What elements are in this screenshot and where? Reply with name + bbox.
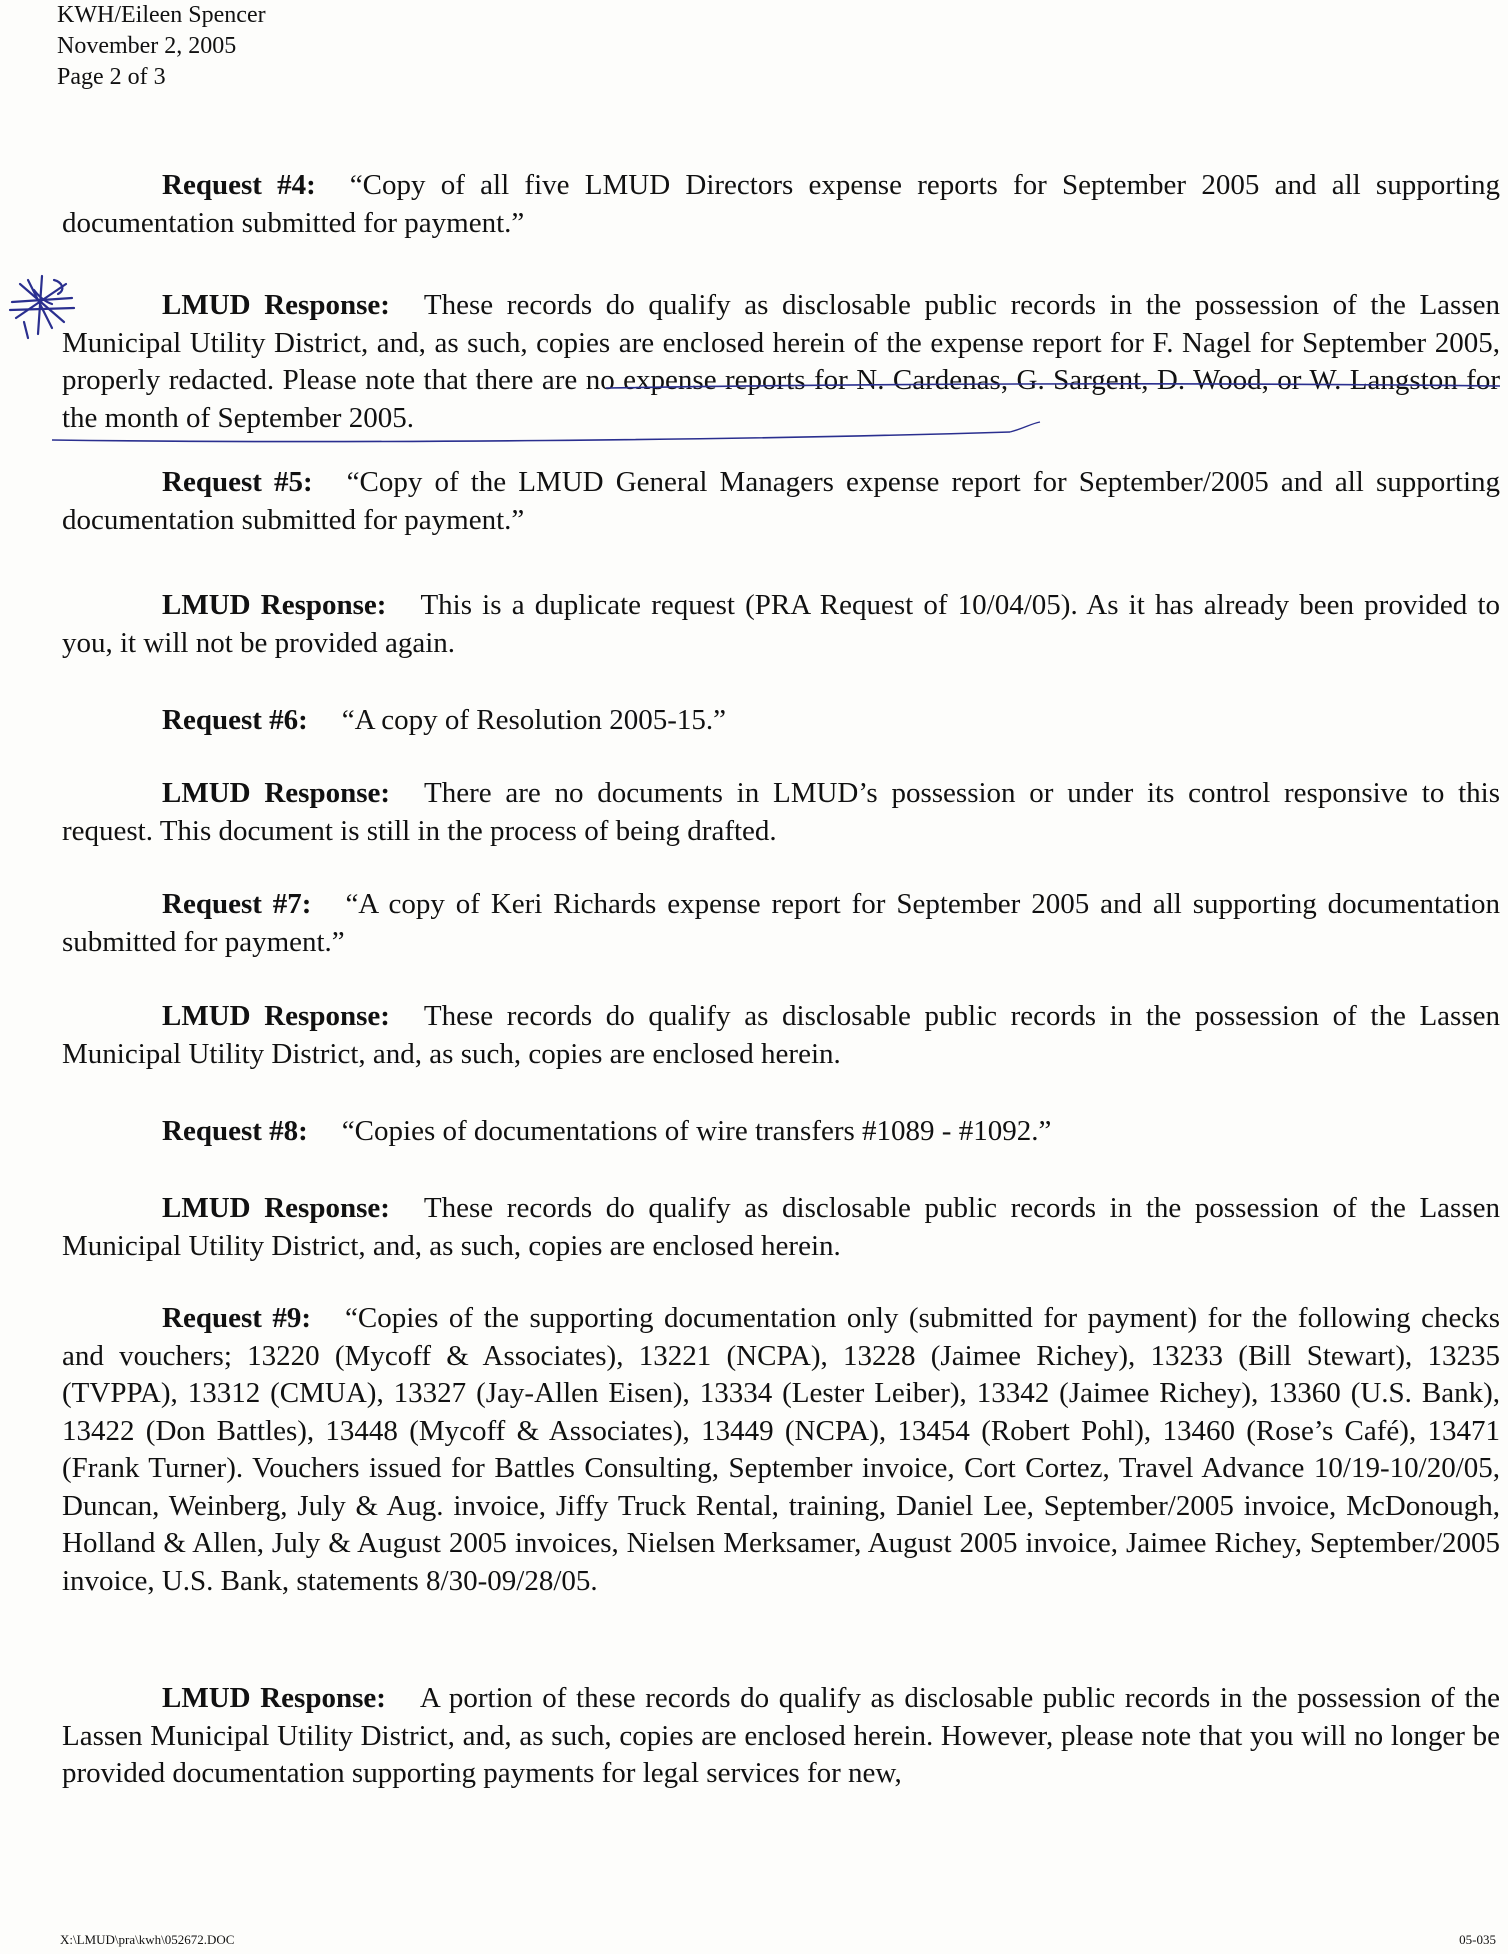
request-8 <box>62 1113 1500 1151</box>
request-label: Request #9: <box>162 1302 312 1334</box>
request-label: Request #7: <box>162 888 312 920</box>
request-text: “A copy of Resolution 2005-15.” <box>341 704 726 736</box>
request-6 <box>62 702 1500 740</box>
response-6 <box>62 775 1500 850</box>
response-text: These records do qualify as disclosable public records in the possession of the Lassen Municipal Utility District, and, as such, copies are enclosed herein of the expense report for F. Nagel for September 2005, properly redacted. <box>62 289 1500 396</box>
response-text: There are no documents in LMUD’s possession or under its control responsive to this request. This document is still in the process of being drafted. <box>62 777 1500 847</box>
response-text: These records do qualify as disclosable public records in the possession of the Lassen Municipal Utility District, and, as such, copies are enclosed herein. <box>62 1192 1500 1262</box>
response-label: LMUD Response: <box>162 589 387 621</box>
request-4 <box>62 167 1500 242</box>
request-text: “Copy of the LMUD General Managers expense report for September/2005 and all supporting documentation submitted for payment.” <box>62 466 1500 536</box>
header-page-number: Page 2 of 3 <box>57 64 166 90</box>
footer-file-path: X:\LMUD\pra\kwh\052672.DOC <box>60 1932 235 1947</box>
underlined-note: Please note that there are no expense reports for N. Cardenas, G. Sargent, D. Wood, or W. Langston for the month of September 2005. <box>62 364 1500 434</box>
response-label: LMUD Response: <box>162 777 391 809</box>
response-label: LMUD Response: <box>162 1682 386 1714</box>
response-label: LMUD Response: <box>162 1000 390 1032</box>
response-text: This is a duplicate request (PRA Request of 10/04/05). As it has already been provided to you, it will not be provided again. <box>62 589 1500 659</box>
request-text: “Copy of all five LMUD Directors expense reports for September 2005 and all supporting documentation submitted for payment.” <box>62 169 1500 239</box>
request-7 <box>62 886 1500 961</box>
header-date: November 2, 2005 <box>57 33 237 59</box>
request-5 <box>62 464 1500 539</box>
footer-document-code: 05-035 <box>1459 1932 1496 1947</box>
response-text: A portion of these records do qualify as disclosable public records in the possession of the Lassen Municipal Utility District, and, as such, copies are enclosed herein. However, please note that you will no longer be provided documentation supporting payments for legal services for new, <box>62 1682 1500 1789</box>
response-9 <box>62 1680 1500 1793</box>
request-label: Request #6: <box>162 704 308 736</box>
request-text: “Copies of documentations of wire transfers #1089 - #1092.” <box>341 1115 1052 1147</box>
request-9 <box>62 1300 1500 1600</box>
request-text: “A copy of Keri Richards expense report for September 2005 and all supporting documentation submitted for payment.” <box>62 888 1501 958</box>
request-label: Request #8: <box>162 1115 308 1147</box>
response-label: LMUD Response: <box>162 289 390 321</box>
response-label: LMUD Response: <box>162 1192 390 1224</box>
response-7 <box>62 998 1500 1073</box>
response-5 <box>62 587 1500 662</box>
letter-header <box>57 0 266 93</box>
request-label: Request #5: <box>162 466 313 498</box>
response-text: These records do qualify as disclosable public records in the possession of the Lassen Municipal Utility District, and, as such, copies are enclosed herein. <box>62 1000 1500 1070</box>
handwritten-underline <box>50 380 1508 450</box>
request-label: Request #4: <box>162 169 316 201</box>
request-text: “Copies of the supporting documentation only (submitted for payment) for the following checks and vouchers; 13220 (Mycoff & Associates), 13221 (NCPA), 13228 (Jaimee Richey), 13233 (Bill Stewart), 13235 (TVPPA), 13312 (CMUA), 13327 (Jay-Allen Eisen), 13334 (Lester Leiber), 13342 (Jaimee Richey), 13360 (U.S. Bank), 13422 (Don Battles), 13448 (Mycoff & Associates), 13449 (NCPA), 13454 (Robert Pohl), 13460 (Rose’s Café), 13471 (Frank Turner). Vouchers issued for Battles Consulting, September invoice, Cort Cortez, Travel Advance 10/19-10/20/05, Duncan, Weinberg, July & Aug. invoice, Jiffy Truck Rental, training, Daniel Lee, September/2005 invoice, McDonough, Holland & Allen, July & August 2005 invoices, Nielsen Merksamer, August 2005 invoice, Jaimee Richey, September/2005 invoice, U.S. Bank, statements 8/30-09/28/05. <box>62 1302 1501 1597</box>
header-recipient: KWH/Eileen Spencer <box>57 2 266 28</box>
response-8 <box>62 1190 1500 1265</box>
